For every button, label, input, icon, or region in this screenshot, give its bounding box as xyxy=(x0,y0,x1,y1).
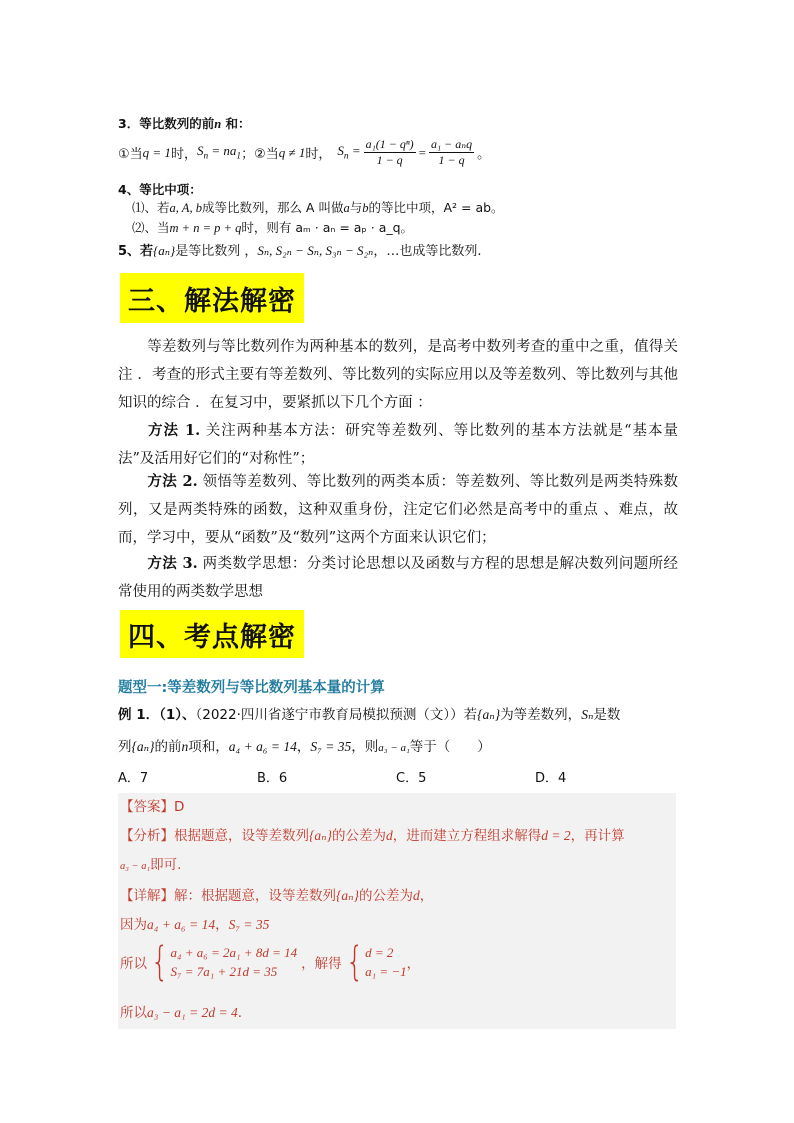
formula-math: $S_n$ = xyxy=(337,143,361,162)
formula-text: 时， xyxy=(305,147,332,162)
section-5-line: 5、若{aₙ}是等比数列 ，Sₙ, S₂ₙ − Sₙ, S₃ₙ − S₂ₙ，…也成等比数列. xyxy=(118,243,482,259)
answer-line: 【答案】D xyxy=(120,799,185,815)
final-line: 所以a₃ − a₁ = 2d = 4. xyxy=(120,1005,243,1021)
geometric-mean-item-2: ⑵、当m + n = p + q时，则有 aₘ · aₙ = aₚ · a_q。 xyxy=(132,220,414,235)
geometric-mean-item-1: ⑴、若a, A, b成等比数列，那么 A 叫做a与b的等比中项，A² = ab。 xyxy=(132,200,504,215)
topic-title: 题型一:等差数列与等比数列基本量的计算 xyxy=(118,680,385,696)
option-c: C．5 xyxy=(396,771,427,786)
heading-suffix: 和： xyxy=(221,116,251,131)
option-b: B．6 xyxy=(257,771,288,786)
sum-formula: ①当 q = 1 时， $S_n = na_1$ ；②当 q ≠ 1 时， $S_n$ = $\frac{\text{a₁(1 − qⁿ)}}{1 - q}$ = $\frac{\text{a₁ − aₙq}}{1 - q}$ 。 xyxy=(118,137,491,167)
formula-text: 时， xyxy=(170,147,197,162)
option-d: D．4 xyxy=(535,771,567,786)
solution-system: d = 2 a₁ = −1 xyxy=(365,945,407,979)
intro-paragraph: 等差数列与等比数列作为两种基本的数列，是高考中数列考查的重中之重，值得关注 ．考查的形式主要有等差数列、等比数列的实际应用以及等差数列、等比数列与其他知识的综合 ．在复习中，要紧抓以下几个方面 ： xyxy=(118,339,678,411)
detail-line-1: 【详解】解：根据题意，设等差数列{aₙ}的公差为d， xyxy=(120,888,434,904)
formula-math: $S_n = na_1$ xyxy=(196,143,242,162)
heading-prefix: 3．等比数列的前 xyxy=(118,116,215,131)
banner-solution-methods: 三、解法解密 xyxy=(120,273,304,323)
fraction: $\frac{\text{a₁(1 − qⁿ)}}{1 - q}$ xyxy=(365,137,414,167)
fraction: $\frac{\text{a₁ − aₙq}}{1 - q}$ xyxy=(430,137,473,167)
example-line-1: 例 1．（1）、（2022·四川省遂宁市教育局模拟预测（文））若{aₙ}为等差数列，Sₙ是数 xyxy=(118,707,621,723)
because-line: 因为a₄ + a₆ = 14，S₇ = 35 xyxy=(120,917,270,933)
equation-system: a₄ + a₆ = 2a₁ + 8d = 14 S₇ = 7a₁ + 21d = 35 xyxy=(170,945,298,979)
example-line-2: 列{aₙ}的前n项和，a₄ + a₆ = 14，S₇ = 35，则a₃ − a₁等于（ ） xyxy=(118,739,491,755)
section-3-heading xyxy=(118,114,251,132)
formula-math: q ≠ 1 xyxy=(278,144,306,160)
method-2: 方法 2. 领悟等差数列、等比数列的两类本质：等差数列、等比数列是两类特殊数列，又是两类特殊的函数，这种双重身份，注定它们必然是高考中的重点 、难点，故而，学习中，要从“函数”及“数列”这两个方面来认识它们； xyxy=(118,473,679,546)
analysis-line-2: a₃ − a₁即可. xyxy=(120,857,182,873)
heading-n: n xyxy=(214,117,222,131)
formula-math: q = 1 xyxy=(142,144,171,160)
analysis-line-1: 【分析】根据题意，设等差数列{aₙ}的公差为d，进而建立方程组求解得d = 2，再计算 xyxy=(120,828,625,844)
formula-text: ；②当 xyxy=(241,147,279,162)
method-1: 方法 1. 关注两种基本方法：研究等差数列、等比数列的基本方法就是“基本量法”及活用好它们的“对称性”； xyxy=(118,422,679,467)
formula-text: 。 xyxy=(477,147,491,162)
banner-key-points: 四、考点解密 xyxy=(120,610,304,658)
option-a: A．7 xyxy=(118,771,149,786)
method-3: 方法 3. 两类数学思想：分类讨论思想以及函数与方程的思想是解决数列问题所经常使用的两类数学思想 xyxy=(118,555,679,600)
formula-text: ①当 xyxy=(118,147,143,162)
system-line: 所以 { a₄ + a₆ = 2a₁ + 8d = 14 S₇ = 7a₁ + 21d = 35 ，解得 { d = 2 a₁ = −1 ， xyxy=(120,939,421,985)
section-4-heading: 4、等比中项： xyxy=(118,182,202,197)
